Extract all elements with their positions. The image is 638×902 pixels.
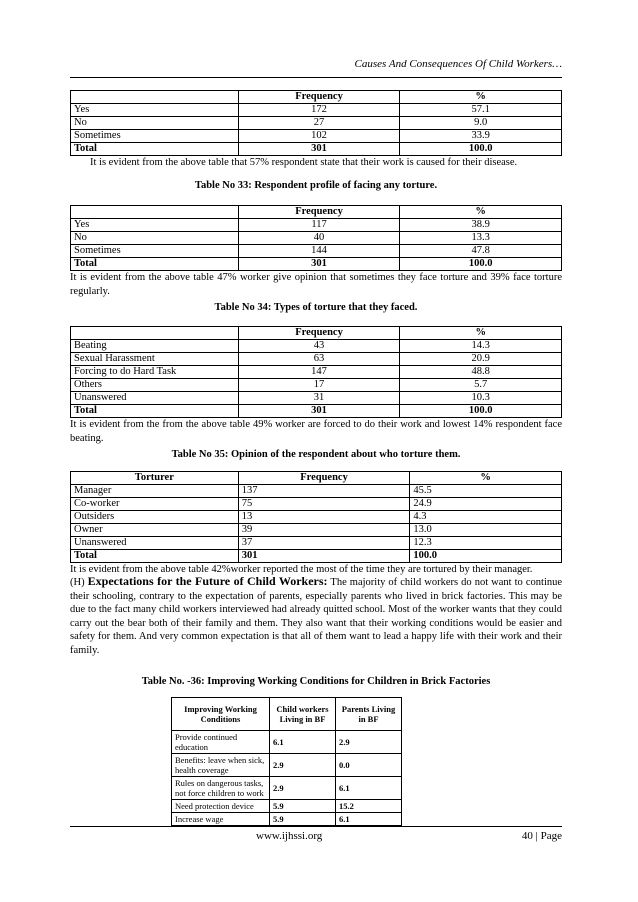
table-row — [71, 219, 562, 232]
table-32 — [70, 90, 562, 156]
table-34 — [70, 326, 562, 418]
table-cell: 2.9 — [270, 777, 336, 800]
table-cell: Total — [71, 258, 239, 271]
table-cell: Need protection device — [172, 800, 270, 813]
table-header-cell: Frequency — [238, 91, 400, 104]
table-cell: 6.1 — [270, 731, 336, 754]
table-cell: Sometimes — [71, 130, 239, 143]
table-cell: 5.9 — [270, 813, 336, 826]
table-cell: 102 — [238, 130, 400, 143]
table-cell: Owner — [71, 524, 239, 537]
table-36 — [171, 697, 402, 826]
footer-site: www.ijhssi.org — [256, 830, 323, 842]
table-cell: 301 — [238, 550, 410, 563]
table-cell: 5.9 — [270, 800, 336, 813]
table-row — [71, 392, 562, 405]
table-cell: 100.0 — [400, 405, 562, 418]
table-row — [71, 130, 562, 143]
table-cell: 13 — [238, 511, 410, 524]
table-cell: 27 — [238, 117, 400, 130]
table-cell: 0.0 — [336, 754, 402, 777]
table-cell: 43 — [238, 340, 400, 353]
table-cell: 147 — [238, 366, 400, 379]
table-total-row — [71, 258, 562, 271]
table-cell: 37 — [238, 537, 410, 550]
table-cell: 4.3 — [410, 511, 562, 524]
table-cell: 9.0 — [400, 117, 562, 130]
table-cell: 14.3 — [400, 340, 562, 353]
table-row — [172, 813, 402, 826]
table-35 — [70, 471, 562, 563]
table-33 — [70, 205, 562, 271]
table-row — [172, 754, 402, 777]
table-cell: 57.1 — [400, 104, 562, 117]
table-cell: 45.5 — [410, 485, 562, 498]
table-row — [172, 731, 402, 754]
table-header-cell: Improving Working Conditions — [172, 698, 270, 731]
table-cell: 24.9 — [410, 498, 562, 511]
table-total-row — [71, 405, 562, 418]
table-cell: Yes — [71, 104, 239, 117]
table-row — [71, 366, 562, 379]
table-caption: Table No. -36: Improving Working Conditions for Children in Brick Factories — [141, 676, 491, 687]
table-cell: 172 — [238, 104, 400, 117]
table-34-caption-wrap — [70, 302, 562, 313]
table-cell: 39 — [238, 524, 410, 537]
table-cell: 137 — [238, 485, 410, 498]
table-cell: Sometimes — [71, 245, 239, 258]
table-row — [71, 511, 562, 524]
table-header-cell: Frequency — [238, 472, 410, 485]
table-row — [71, 537, 562, 550]
table-header-cell: Frequency — [238, 327, 400, 340]
table-cell: 100.0 — [400, 258, 562, 271]
table-34-wrap — [70, 326, 562, 445]
running-header: Causes And Consequences Of Child Workers… — [354, 58, 562, 70]
table-cell: No — [71, 117, 239, 130]
table-header-cell: % — [410, 472, 562, 485]
paragraph: It is evident from the above table 47% worker give opinion that sometimes they face torture and 39% face torture regularly. — [70, 272, 562, 297]
table-cell: 301 — [238, 405, 400, 418]
table-cell: 144 — [238, 245, 400, 258]
table-cell: 100.0 — [410, 550, 562, 563]
footer-rule — [70, 826, 562, 827]
table-cell: 31 — [238, 392, 400, 405]
table-header-cell: Frequency — [238, 206, 400, 219]
table-cell: 13.3 — [400, 232, 562, 245]
table-row — [71, 353, 562, 366]
table-35-wrap — [70, 471, 562, 577]
table-cell: 75 — [238, 498, 410, 511]
table-cell: Increase wage — [172, 813, 270, 826]
table-cell: Co-worker — [71, 498, 239, 511]
paragraph: It is evident from the above table 42%worker reported the most of the time they are tortured by their manager. — [70, 564, 533, 575]
table-row — [172, 800, 402, 813]
table-cell: Outsiders — [71, 511, 239, 524]
table-row — [71, 498, 562, 511]
table-cell: 6.1 — [336, 813, 402, 826]
table-33-wrap — [70, 205, 562, 298]
table-cell: 38.9 — [400, 219, 562, 232]
table-35-caption-wrap — [70, 449, 562, 460]
table-row — [71, 379, 562, 392]
table-header-cell: Torturer — [71, 472, 239, 485]
table-cell: 6.1 — [336, 777, 402, 800]
table-cell: Beating — [71, 340, 239, 353]
paragraph: It is evident from the from the above table 49% worker are forced to do their work and lowest 14% respondent face beating. — [70, 419, 562, 444]
table-cell: 63 — [238, 353, 400, 366]
table-cell: No — [71, 232, 239, 245]
table-header-cell: % — [400, 327, 562, 340]
table-row — [71, 232, 562, 245]
table-cell: Benefits: leave when sick, health coverage — [172, 754, 270, 777]
table-cell: Total — [71, 143, 239, 156]
table-header-cell — [71, 91, 239, 104]
table-32-block — [70, 90, 562, 170]
table-caption: Table No 33: Respondent profile of facing any torture. — [194, 180, 438, 191]
table-cell: Unanswered — [71, 392, 239, 405]
table-cell: 47.8 — [400, 245, 562, 258]
section-prefix: (H) — [70, 577, 85, 588]
table-cell: 40 — [238, 232, 400, 245]
table-total-row — [71, 143, 562, 156]
paragraph: It is evident from the above table that 57% respondent state that their work is caused for their disease. — [90, 157, 518, 168]
table-header-cell: % — [400, 91, 562, 104]
table-36-wrap — [171, 697, 402, 826]
table-cell: 48.8 — [400, 366, 562, 379]
table-header-cell — [71, 327, 239, 340]
section-paragraph — [70, 575, 562, 657]
table-cell: 15.2 — [336, 800, 402, 813]
table-cell: Sexual Harassment — [71, 353, 239, 366]
table-header-cell: Child workers Living in BF — [270, 698, 336, 731]
header-rule — [70, 77, 562, 78]
table-header-cell — [71, 206, 239, 219]
table-row — [71, 117, 562, 130]
table-cell: Provide continued education — [172, 731, 270, 754]
table-row — [71, 485, 562, 498]
table-cell: Yes — [71, 219, 239, 232]
section-heading: Expectations for the Future of Child Workers: — [87, 574, 328, 588]
table-cell: 301 — [238, 143, 400, 156]
table-cell: Total — [71, 550, 239, 563]
table-36-caption-wrap — [70, 676, 562, 687]
footer-page-number: 40 | Page — [521, 830, 562, 842]
table-cell: 117 — [238, 219, 400, 232]
table-cell: Manager — [71, 485, 239, 498]
table-cell: 13.0 — [410, 524, 562, 537]
table-row — [71, 245, 562, 258]
table-33-block — [70, 180, 562, 191]
table-cell: 100.0 — [400, 143, 562, 156]
table-total-row — [71, 550, 562, 563]
table-header-cell: % — [400, 206, 562, 219]
table-cell: Others — [71, 379, 239, 392]
table-cell: Total — [71, 405, 239, 418]
table-cell: 301 — [238, 258, 400, 271]
table-cell: 20.9 — [400, 353, 562, 366]
table-row — [71, 340, 562, 353]
table-cell: 2.9 — [336, 731, 402, 754]
table-cell: Unanswered — [71, 537, 239, 550]
table-cell: 12.3 — [410, 537, 562, 550]
table-cell: 5.7 — [400, 379, 562, 392]
table-cell: 2.9 — [270, 754, 336, 777]
table-cell: Forcing to do Hard Task — [71, 366, 239, 379]
section-h — [70, 575, 562, 657]
table-header-cell: Parents Living in BF — [336, 698, 402, 731]
table-row — [71, 104, 562, 117]
table-cell: 10.3 — [400, 392, 562, 405]
section-body: The majority of child workers do not want to continue their schooling, contrary to the expectation of parents, especially parents who lived in brick factories. This may be due to the fact many child workers interviewed had already quitted school. Most of the worker wants that they could carry out the bear both of their family and them. They also want that their working conditions would be easier and safety for them. And very common expectation is that all of them want to lead a happy life with their work and their family. — [70, 577, 563, 656]
table-cell: 33.9 — [400, 130, 562, 143]
table-row — [172, 777, 402, 800]
table-caption: Table No 35: Opinion of the respondent about who torture them. — [171, 449, 461, 460]
table-cell: Rules on dangerous tasks, not force children to work — [172, 777, 270, 800]
table-row — [71, 524, 562, 537]
table-cell: 17 — [238, 379, 400, 392]
table-caption: Table No 34: Types of torture that they faced. — [214, 302, 418, 313]
